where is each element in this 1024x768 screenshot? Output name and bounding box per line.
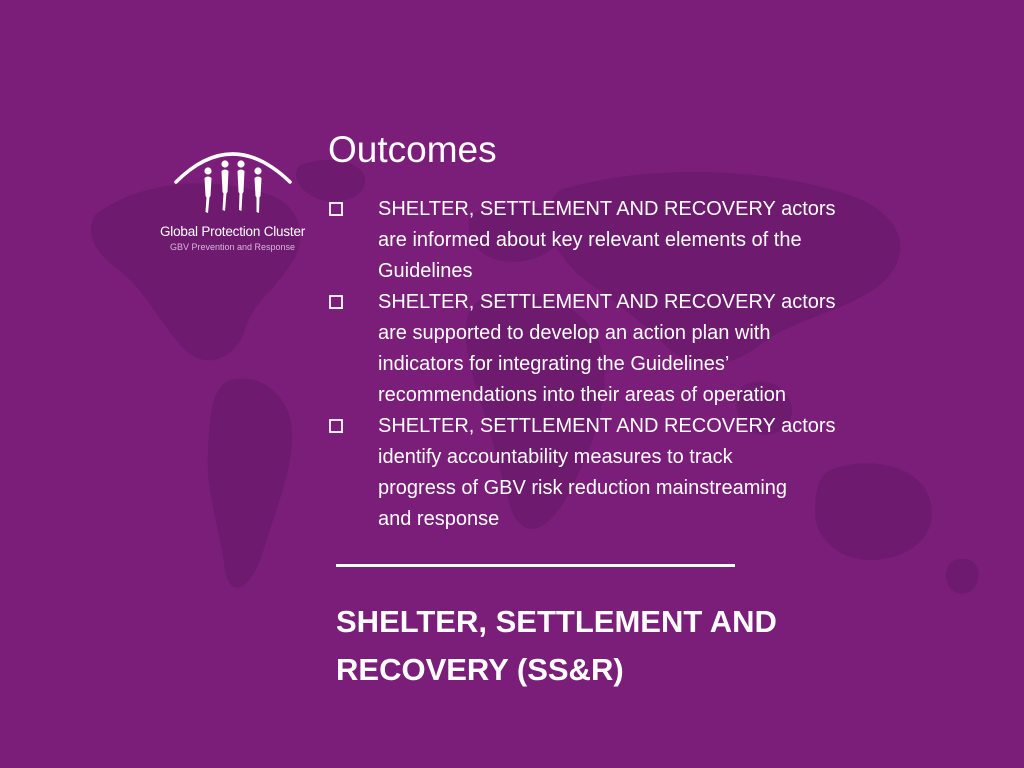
outcome-line: SHELTER, SETTLEMENT AND RECOVERY actors bbox=[378, 415, 836, 437]
outcome-line: are supported to develop an action plan with bbox=[378, 322, 771, 344]
checkbox-icon bbox=[329, 419, 343, 433]
outcome-line: are informed about key relevant elements of the bbox=[378, 229, 802, 251]
logo-subtitle: GBV Prevention and Response bbox=[169, 242, 296, 252]
checkbox-icon bbox=[329, 202, 343, 216]
outcome-line: Guidelines bbox=[378, 260, 473, 282]
people-under-arc-icon bbox=[170, 140, 295, 220]
logo-title: Global Protection Cluster bbox=[160, 224, 306, 239]
outcome-item bbox=[326, 194, 896, 287]
section-title bbox=[336, 598, 777, 694]
section-title-line: SHELTER, SETTLEMENT AND bbox=[336, 604, 777, 639]
logo bbox=[160, 140, 305, 260]
outcome-line: identify accountability measures to track bbox=[378, 446, 733, 468]
outcome-line: SHELTER, SETTLEMENT AND RECOVERY actors bbox=[378, 291, 836, 313]
page-title: Outcomes bbox=[328, 129, 497, 170]
outcome-line: and response bbox=[378, 508, 500, 530]
outcome-line: indicators for integrating the Guidelines’ bbox=[378, 353, 730, 375]
section-title-line: RECOVERY (SS&R) bbox=[336, 652, 624, 687]
outcome-line: SHELTER, SETTLEMENT AND RECOVERY actors bbox=[378, 198, 836, 220]
checkbox-icon bbox=[329, 295, 343, 309]
outcomes-list bbox=[326, 194, 896, 535]
outcome-line: progress of GBV risk reduction mainstreaming bbox=[378, 477, 788, 499]
divider bbox=[336, 564, 735, 567]
outcome-item bbox=[326, 287, 896, 411]
outcome-line: recommendations into their areas of operation bbox=[378, 384, 787, 406]
outcome-item bbox=[326, 411, 896, 535]
